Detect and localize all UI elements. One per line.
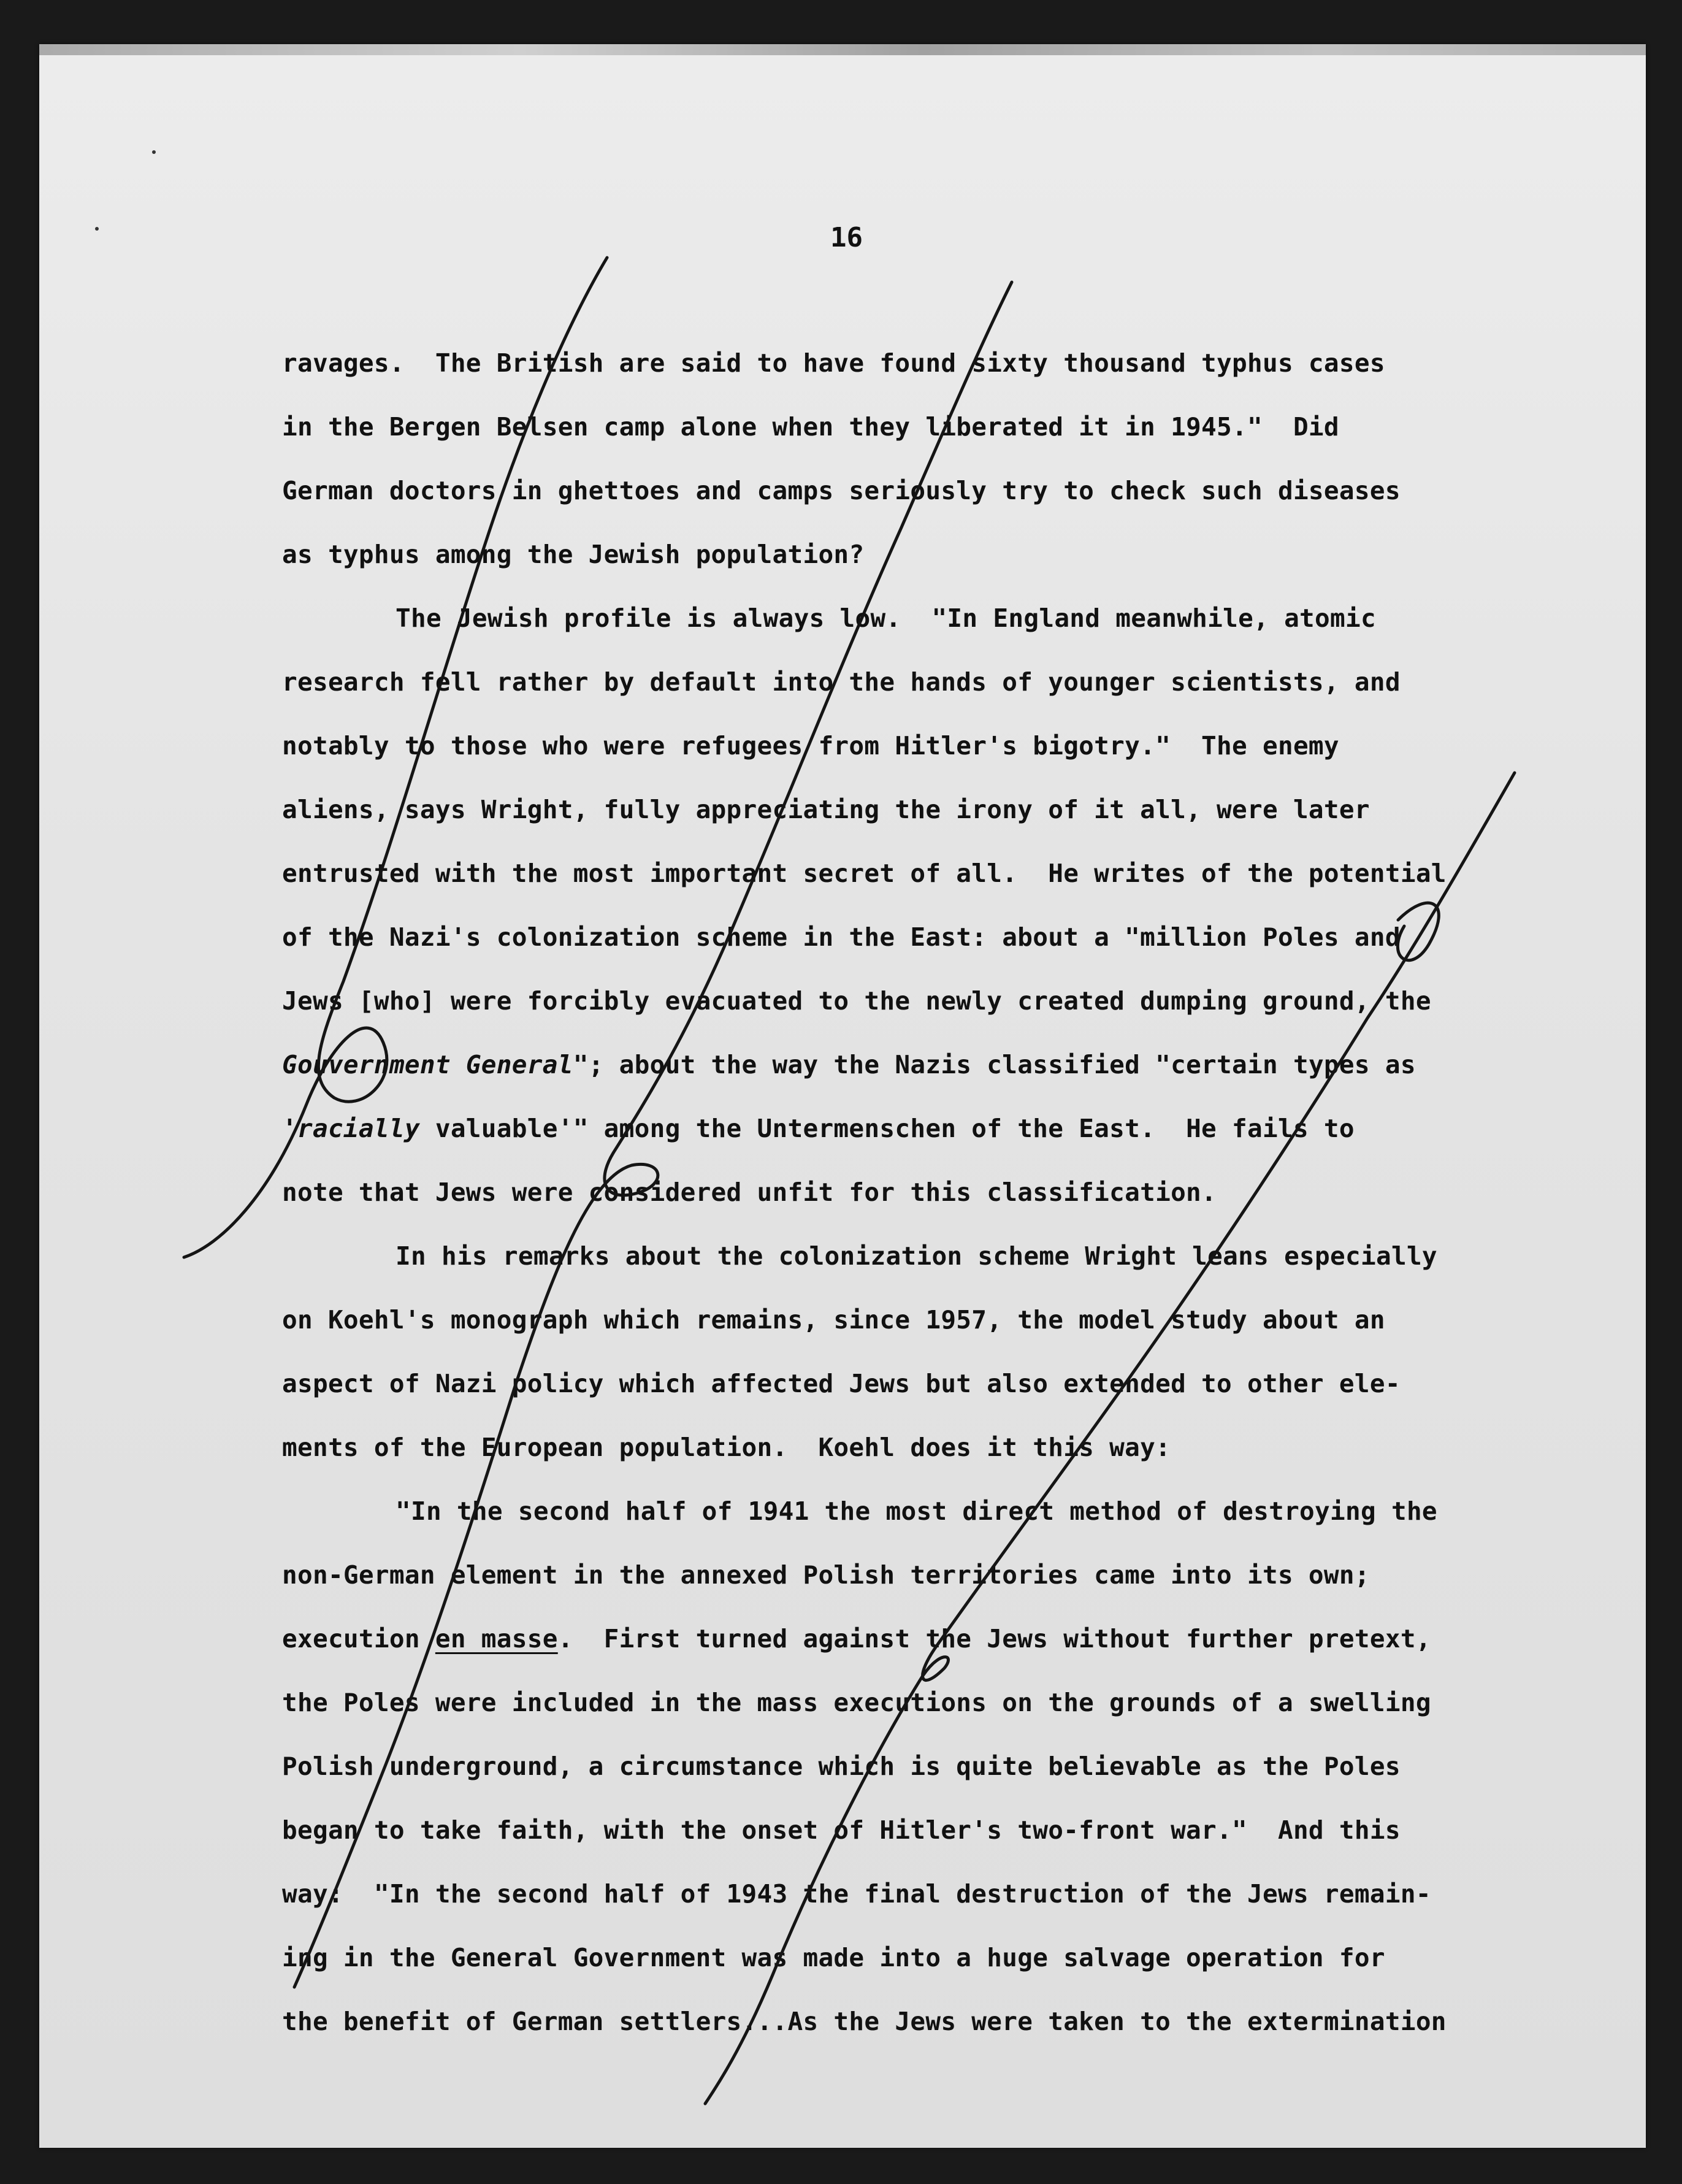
text-line: Jews [who] were forcibly evacuated to the newly created dumping ground, the	[282, 986, 1431, 1016]
text-line: entrusted with the most important secret of all. He writes of the potential	[282, 859, 1447, 888]
text-line: ing in the General Government was made into a huge salvage operation for	[282, 1943, 1385, 1972]
text-line: as typhus among the Jewish population?	[282, 540, 865, 569]
text-line: way: "In the second half of 1943 the final destruction of the Jews remain-	[282, 1879, 1431, 1909]
page-number: 16	[830, 222, 863, 253]
quote-first-line: "In the second half of 1941 the most direct method of destroying the	[396, 1496, 1437, 1526]
text-line: aspect of Nazi policy which affected Jews but also extended to other ele-	[282, 1369, 1401, 1398]
text-segment: execution	[282, 1624, 435, 1653]
text-line: German doctors in ghettoes and camps seriously try to check such diseases	[282, 476, 1401, 505]
paragraph-first-line: The Jewish profile is always low. "In England meanwhile, atomic	[396, 603, 1376, 633]
paper-speck	[152, 150, 156, 154]
text-segment: "; about the way the Nazis classified "certain types as	[573, 1050, 1416, 1079]
page-top-edge	[39, 44, 1646, 55]
text-line: ravages. The British are said to have found sixty thousand typhus cases	[282, 348, 1385, 378]
text-line	[282, 1607, 1582, 1671]
text-line: aliens, says Wright, fully appreciating the irony of it all, were later	[282, 795, 1370, 824]
text-line: notably to those who were refugees from Hitler's bigotry." The enemy	[282, 731, 1339, 761]
text-segment: . First turned against the Jews without further pretext,	[557, 1624, 1431, 1653]
text-line: Polish underground, a circumstance which is quite believable as the Poles	[282, 1752, 1401, 1781]
paragraph-first-line: In his remarks about the colonization scheme Wright leans especially	[396, 1241, 1437, 1271]
text-line	[282, 1097, 1582, 1160]
paper-speck	[95, 227, 99, 231]
text-line: research fell rather by default into the hands of younger scientists, and	[282, 667, 1401, 697]
text-line: began to take faith, with the onset of Hitler's two-front war." And this	[282, 1815, 1401, 1845]
text-line: the benefit of German settlers...As the Jews were taken to the extermination	[282, 2007, 1447, 2036]
text-line: note that Jews were considered unfit for this classification.	[282, 1178, 1217, 1207]
text-line	[282, 1033, 1582, 1097]
italic-term: racially	[297, 1114, 420, 1143]
document-page	[39, 44, 1646, 2148]
underlined-term: en masse	[435, 1624, 558, 1653]
text-line: the Poles were included in the mass executions on the grounds of a swelling	[282, 1688, 1431, 1717]
text-line: non-German element in the annexed Polish territories came into its own;	[282, 1560, 1370, 1590]
text-segment: valuable'" among the Untermenschen of the East. He fails to	[419, 1114, 1355, 1143]
text-line: in the Bergen Belsen camp alone when they liberated it in 1945." Did	[282, 412, 1339, 442]
text-line: of the Nazi's colonization scheme in the East: about a "million Poles and	[282, 922, 1401, 952]
body-text	[282, 331, 1582, 2053]
text-segment: '	[282, 1114, 297, 1143]
italic-term: Gouvernment General	[282, 1050, 573, 1079]
text-line: on Koehl's monograph which remains, since 1957, the model study about an	[282, 1305, 1385, 1335]
text-line: ments of the European population. Koehl does it this way:	[282, 1433, 1171, 1462]
